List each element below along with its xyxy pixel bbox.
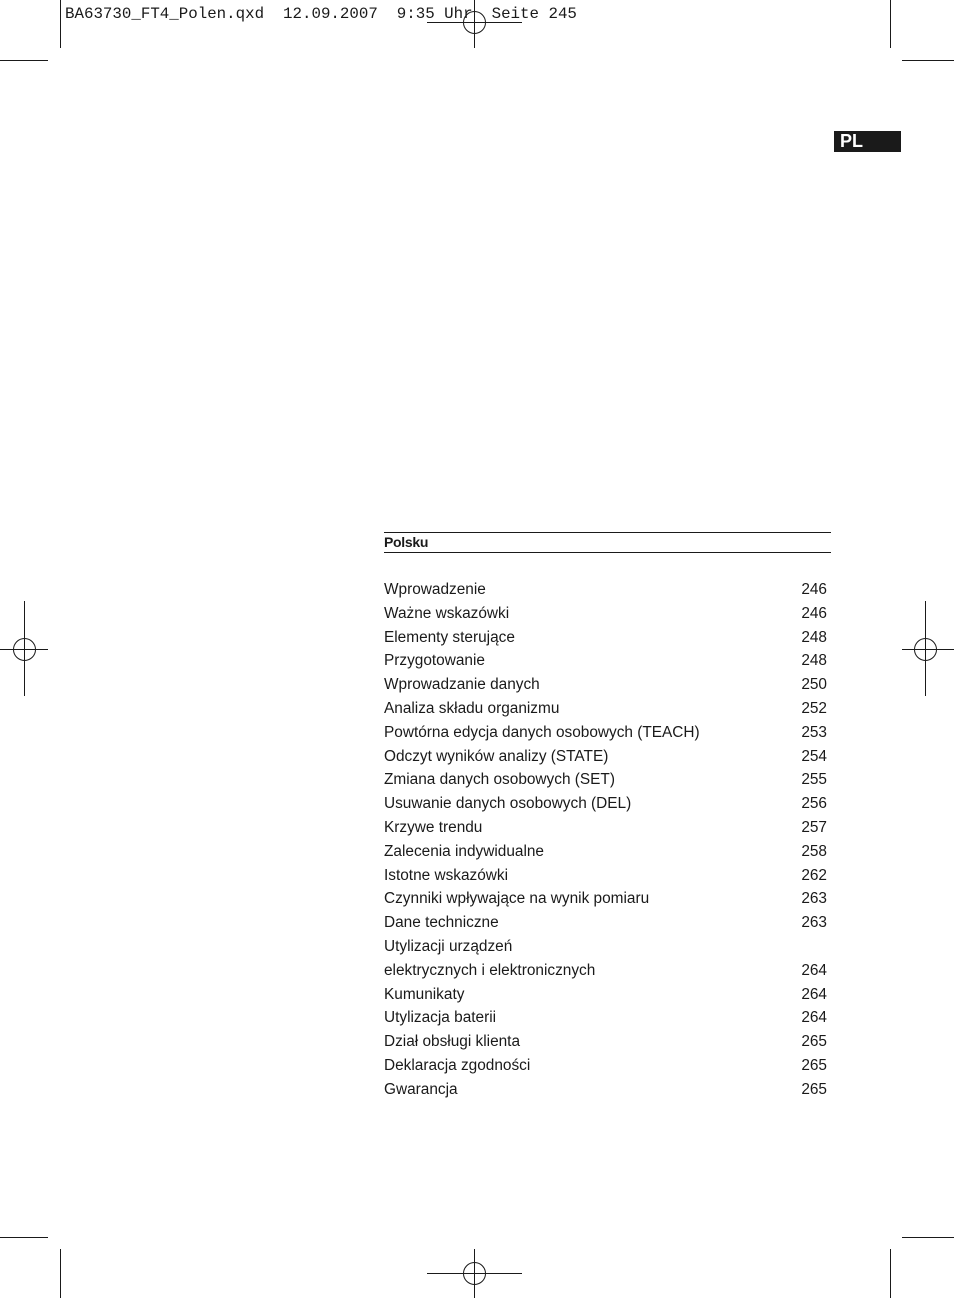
toc-entry [384, 983, 831, 1007]
toc-entry-title: Zalecenia indywidualne [384, 842, 544, 860]
toc-entry-page: 265 [801, 1033, 827, 1051]
toc-entry-title: Przygotowanie [384, 652, 485, 670]
toc-entry-title: Istotne wskazówki [384, 866, 509, 884]
toc-entry-title: Wprowadzanie danych [384, 676, 540, 694]
toc-entry [384, 887, 831, 911]
toc-entry [384, 1054, 831, 1078]
toc-entry [384, 792, 831, 816]
toc-entry [384, 697, 831, 721]
crop-mark-top-right [891, 0, 954, 61]
toc-entry [384, 768, 831, 792]
toc-entry [384, 935, 831, 959]
toc-entry-title: Dane techniczne [384, 914, 499, 932]
print-slug: BA63730_FT4_Polen.qxd 12.09.2007 9:35 Uhr Seite 245 [65, 5, 577, 23]
toc-entry-page: 264 [801, 961, 827, 979]
toc-entry-page: 256 [801, 795, 827, 813]
toc-entry [384, 1006, 831, 1030]
toc-entry-page: 263 [801, 914, 827, 932]
toc-entry [384, 745, 831, 769]
toc-entry [384, 1078, 831, 1102]
toc-entry-page: 253 [801, 723, 827, 741]
toc-list [384, 578, 831, 1102]
toc-entry-title: Elementy sterujące [384, 628, 515, 646]
toc-entry [384, 673, 831, 697]
toc-entry-title: Kumunikaty [384, 985, 465, 1003]
toc-entry [384, 911, 831, 935]
toc-entry-title: Gwarancja [384, 1080, 458, 1098]
toc-entry-title: Krzywe trendu [384, 818, 483, 836]
toc-entry [384, 1030, 831, 1054]
toc-entry-page: 254 [801, 747, 827, 765]
toc-entry [384, 626, 831, 650]
toc-entry-title: Utylizacja baterii [384, 1009, 497, 1027]
toc-entry-page: 252 [801, 699, 827, 717]
registration-mark-left [0, 601, 48, 696]
toc-entry [384, 602, 831, 626]
toc-entry-page: 250 [801, 676, 827, 694]
toc-entry-title: elektrycznych i elektronicznych [384, 961, 596, 979]
toc-entry-title: Ważne wskazówki [384, 604, 510, 622]
toc-entry [384, 578, 831, 602]
crop-mark-top-left [0, 0, 61, 61]
toc-entry-title: Dział obsługi klienta [384, 1033, 521, 1051]
toc-entry-title: Usuwanie danych osobowych (DEL) [384, 795, 632, 813]
toc-entry [384, 864, 831, 888]
toc-entry-page: 262 [801, 866, 827, 884]
toc-entry [384, 840, 831, 864]
toc-entry [384, 649, 831, 673]
toc-entry-page: 263 [801, 890, 827, 908]
toc-entry-page: 255 [801, 771, 827, 789]
toc-entry-title: Odczyt wyników analizy (STATE) [384, 747, 609, 765]
toc-entry-title: Czynniki wpływające na wynik pomiaru [384, 890, 650, 908]
toc-entry-page: 257 [801, 818, 827, 836]
toc-entry-page: 258 [801, 842, 827, 860]
toc-entry-title: Analiza składu organizmu [384, 699, 560, 717]
toc-entry [384, 721, 831, 745]
toc-entry-page: 265 [801, 1080, 827, 1098]
language-tab: PL [834, 131, 901, 152]
toc-entry-page: 246 [801, 604, 827, 622]
crop-mark-bottom-left [0, 1238, 61, 1298]
toc-entry [384, 959, 831, 983]
toc-entry [384, 816, 831, 840]
toc-entry-title: Utylizacji urządzeń [384, 937, 513, 955]
toc-entry-title: Deklaracja zgodności [384, 1056, 531, 1074]
toc-entry-page: 248 [801, 652, 827, 670]
toc-entry-title: Zmiana danych osobowych (SET) [384, 771, 615, 789]
toc-entry-page: 264 [801, 1009, 827, 1027]
crop-mark-bottom-right [891, 1238, 954, 1298]
toc-entry-page: 264 [801, 985, 827, 1003]
toc-entry-title: Powtórna edycja danych osobowych (TEACH) [384, 723, 700, 741]
registration-mark-bottom [427, 1249, 522, 1298]
toc-entry-page: 246 [801, 581, 827, 598]
toc-heading: Polsku [384, 532, 831, 553]
registration-mark-right [902, 601, 954, 696]
toc-entry-title: Wprowadzenie [384, 581, 486, 598]
toc-entry-page: 265 [801, 1056, 827, 1074]
toc-entry-page: 248 [801, 628, 827, 646]
